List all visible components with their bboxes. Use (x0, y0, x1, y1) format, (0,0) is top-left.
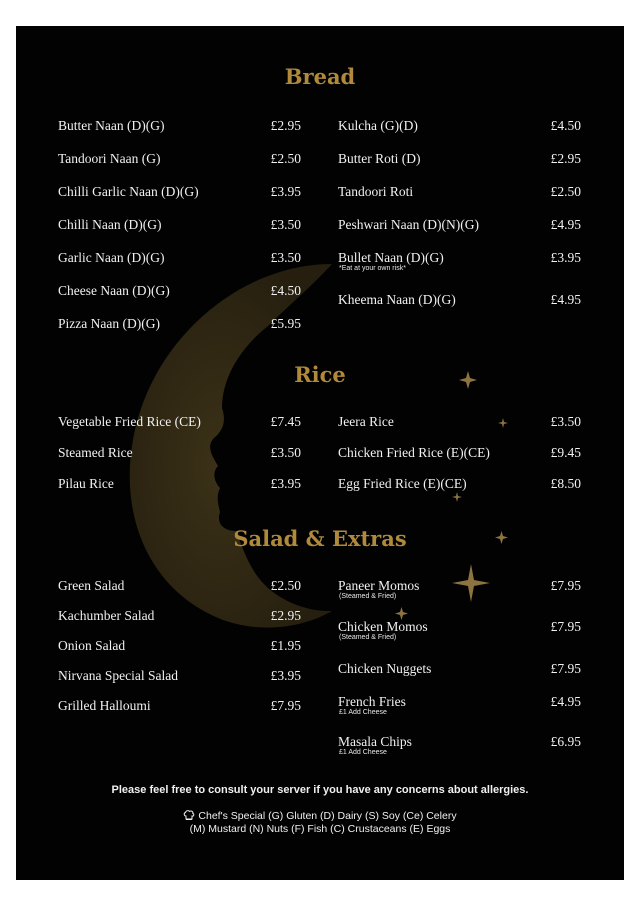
menu-item-name: Butter Roti (D) (338, 151, 421, 166)
allergen-key-text-1: Chef's Special (G) Gluten (D) Dairy (S) Soy (Ce) Celery (198, 810, 457, 822)
menu-item-name: Cheese Naan (D)(G) (58, 283, 170, 298)
menu-item-price: £3.95 (550, 250, 581, 265)
menu-item-price: £3.50 (270, 250, 301, 265)
menu-item-price: £3.95 (270, 476, 301, 491)
section-title: Bread (284, 64, 356, 89)
menu-item-name: French Fries (338, 694, 406, 709)
menu-item-name: Bullet Naan (D)(G) (338, 250, 444, 265)
menu-item-price: £1.95 (270, 638, 301, 653)
menu-item-name: Tandoori Naan (G) (58, 151, 161, 166)
menu-item (58, 316, 301, 340)
menu-item (338, 217, 581, 241)
menu-item-name: Grilled Halloumi (58, 698, 151, 713)
menu-item-price: £3.50 (550, 414, 581, 429)
menu-item-name: Garlic Naan (D)(G) (58, 250, 165, 265)
section-title: Salad & Extras (233, 526, 407, 551)
menu-item-note: *Eat at your own risk* (339, 265, 406, 272)
menu-item (58, 578, 301, 602)
menu-item-name: Peshwari Naan (D)(N)(G) (338, 217, 479, 232)
menu-item-price: £3.50 (270, 217, 301, 232)
menu-item (58, 184, 301, 208)
menu-item-price: £3.50 (270, 445, 301, 460)
allergen-key-line-2: (M) Mustard (N) Nuts (F) Fish (C) Crustaceans (E) Eggs (189, 823, 451, 835)
menu-item-name: Kheema Naan (D)(G) (338, 292, 456, 307)
menu-item-price: £8.50 (550, 476, 581, 491)
menu-item-price: £7.95 (550, 619, 581, 634)
menu-item (338, 118, 581, 142)
menu-item (58, 118, 301, 142)
menu-item-price: £2.95 (550, 151, 581, 166)
chef-hat-icon (183, 810, 195, 821)
menu-item-price: £5.95 (270, 316, 301, 331)
menu-item-name: Egg Fried Rice (E)(CE) (338, 476, 467, 491)
menu-item (58, 217, 301, 241)
menu-item (338, 151, 581, 175)
menu-item (338, 476, 581, 500)
menu-item-note: (Steamed & Fried) (339, 634, 397, 641)
menu-item (338, 445, 581, 469)
menu-item-price: £4.95 (550, 694, 581, 709)
menu-item-price: £3.95 (270, 668, 301, 683)
menu-item-note: (Steamed & Fried) (339, 593, 397, 600)
menu-item (338, 250, 581, 274)
menu-item-name: Vegetable Fried Rice (CE) (58, 414, 201, 429)
menu-item (58, 445, 301, 469)
menu-item (58, 608, 301, 632)
menu-item-name: Masala Chips (338, 734, 412, 749)
menu-item-price: £2.50 (270, 151, 301, 166)
menu-item-price: £9.45 (550, 445, 581, 460)
menu-item-price: £4.50 (550, 118, 581, 133)
menu-page (16, 26, 624, 880)
menu-item-price: £6.95 (550, 734, 581, 749)
allergen-key-line-1 (16, 810, 624, 822)
menu-item (58, 414, 301, 438)
menu-item (338, 292, 581, 316)
menu-item (338, 734, 581, 758)
menu-item-note: £1 Add Cheese (339, 709, 387, 716)
menu-item-name: Onion Salad (58, 638, 126, 653)
menu-item-price: £2.95 (270, 608, 301, 623)
menu-item-name: Steamed Rice (58, 445, 133, 460)
menu-item-name: Green Salad (58, 578, 125, 593)
menu-item-name: Pilau Rice (58, 476, 114, 491)
menu-item-price: £3.95 (270, 184, 301, 199)
allergy-note: Please feel free to consult your server if you have any concerns about allergies. (111, 784, 529, 796)
menu-item (58, 638, 301, 662)
menu-item (338, 578, 581, 602)
menu-item (338, 694, 581, 718)
menu-item-price: £2.95 (270, 118, 301, 133)
menu-item (58, 698, 301, 722)
menu-item-name: Jeera Rice (338, 414, 394, 429)
menu-item-name: Kulcha (G)(D) (338, 118, 418, 133)
menu-item (58, 250, 301, 274)
menu-item (58, 151, 301, 175)
menu-item-price: £4.95 (550, 217, 581, 232)
menu-item-name: Nirvana Special Salad (58, 668, 178, 683)
menu-item-price: £7.95 (550, 578, 581, 593)
menu-item-price: £7.95 (270, 698, 301, 713)
menu-item-name: Chicken Nuggets (338, 661, 432, 676)
menu-item-name: Chicken Fried Rice (E)(CE) (338, 445, 490, 460)
section-title: Rice (294, 362, 346, 387)
menu-item-note: £1 Add Cheese (339, 749, 387, 756)
menu-item-name: Chilli Garlic Naan (D)(G) (58, 184, 199, 199)
menu-item (338, 619, 581, 643)
menu-item (338, 414, 581, 438)
menu-item-price: £7.45 (270, 414, 301, 429)
menu-item-name: Tandoori Roti (338, 184, 414, 199)
menu-item (58, 283, 301, 307)
menu-item-price: £7.95 (550, 661, 581, 676)
menu-item-name: Chilli Naan (D)(G) (58, 217, 162, 232)
menu-item-price: £4.95 (550, 292, 581, 307)
menu-item-name: Pizza Naan (D)(G) (58, 316, 160, 331)
menu-item-price: £2.50 (270, 578, 301, 593)
menu-item-price: £4.50 (270, 283, 301, 298)
menu-item (338, 661, 581, 685)
menu-item-price: £2.50 (550, 184, 581, 199)
menu-item-name: Butter Naan (D)(G) (58, 118, 165, 133)
menu-item-name: Chicken Momos (338, 619, 428, 634)
menu-item-name: Kachumber Salad (58, 608, 155, 623)
menu-item (58, 668, 301, 692)
menu-item (338, 184, 581, 208)
menu-item-name: Paneer Momos (338, 578, 420, 593)
menu-item (58, 476, 301, 500)
